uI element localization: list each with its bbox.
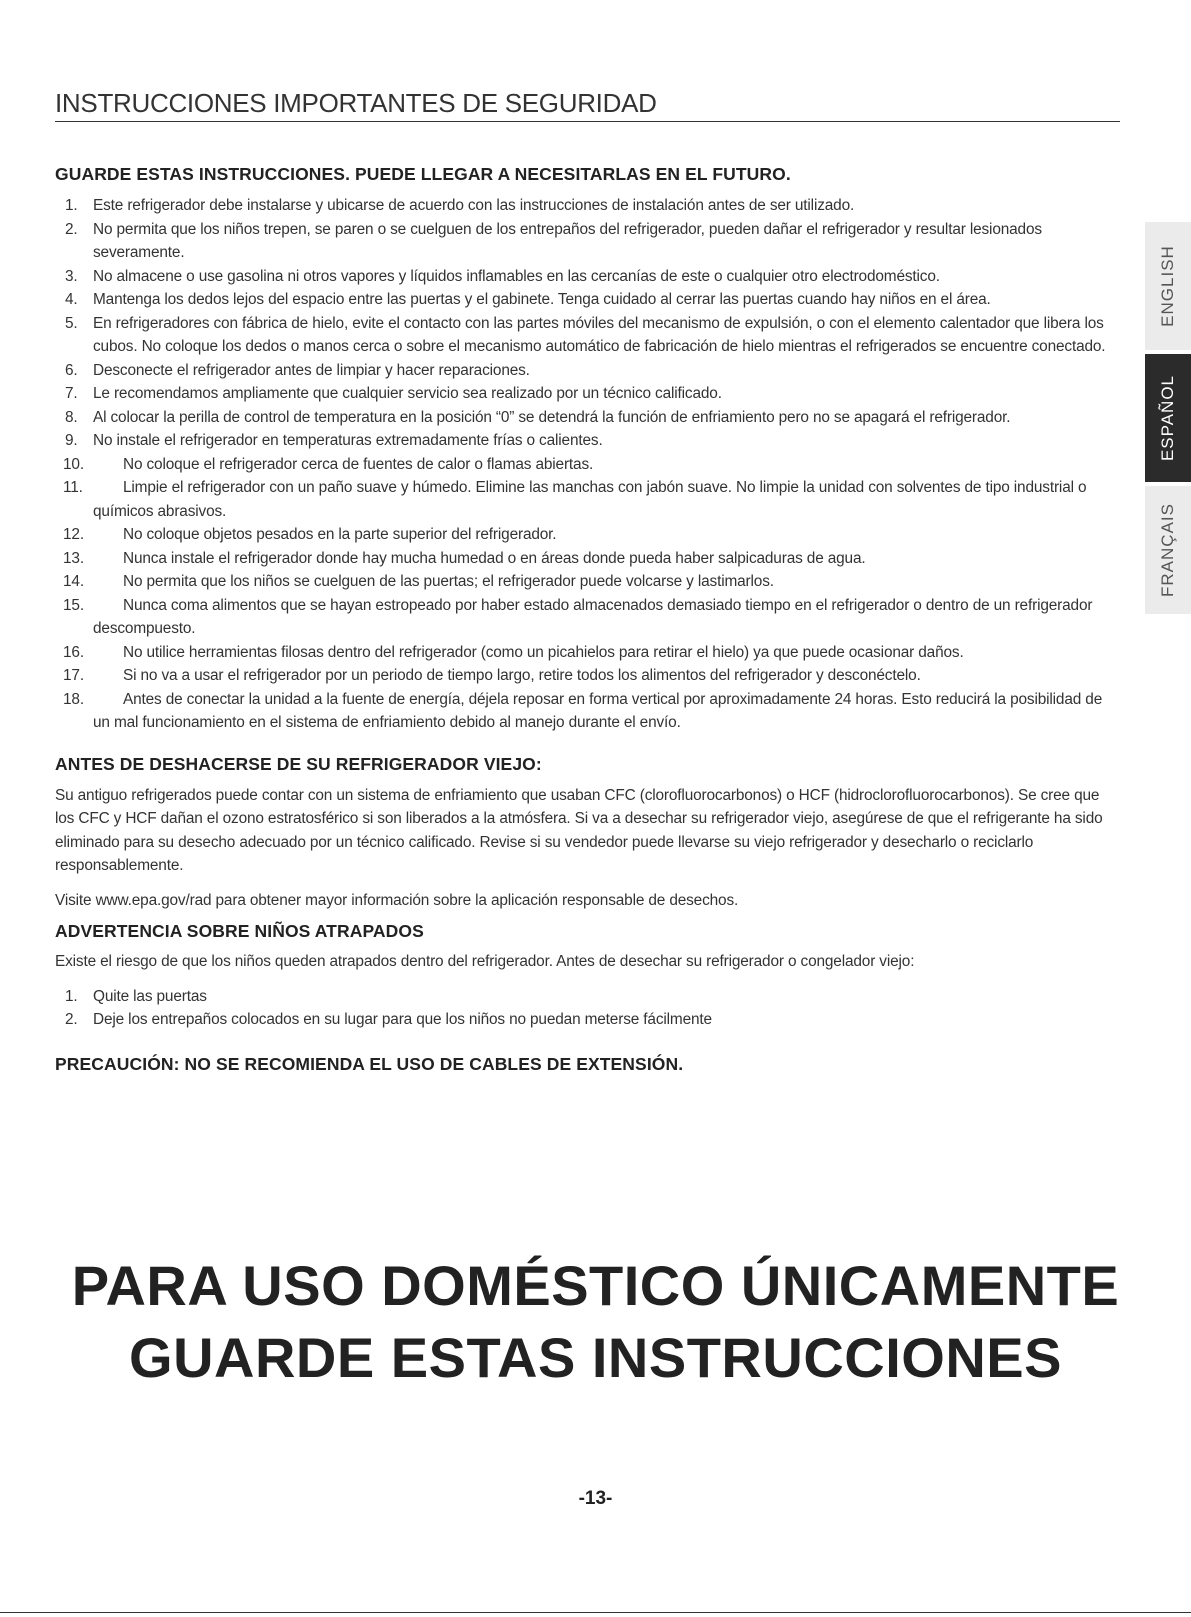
item-text: Quite las puertas: [93, 987, 207, 1005]
item-number: 13.: [63, 549, 84, 567]
list-item: [55, 641, 1120, 665]
item-number: 2.: [65, 1011, 78, 1028]
language-tabs: [1145, 222, 1191, 618]
item-number: 14.: [63, 573, 84, 590]
item-number: 17.: [63, 667, 84, 684]
item-number: 5.: [65, 314, 78, 332]
bottom-divider: [0, 1612, 1191, 1613]
item-text: No coloque objetos pesados en la parte superior del refrigerador.: [123, 526, 557, 543]
item-text: No almacene o use gasolina ni otros vapores y líquidos inflamables en las cercanías de este o cualquier otro electrodoméstico.: [93, 267, 940, 285]
tab-label: ENGLISH: [1158, 245, 1178, 327]
list-item: [55, 429, 1120, 453]
item-text: Si no va a usar el refrigerador por un periodo de tiempo largo, retire todos los alimentos del refrigerador y desconéctelo.: [123, 667, 921, 684]
list-item: [55, 312, 1120, 359]
list-item: [55, 265, 1120, 289]
item-number: 3.: [65, 267, 78, 285]
list-item: [55, 985, 1120, 1009]
safety-instructions-list: [55, 194, 1120, 735]
domestic-use-heading: PARA USO DOMÉSTICO ÚNICAMENTE: [71, 1254, 1120, 1317]
list-item: [55, 288, 1120, 312]
item-number: 4.: [65, 291, 78, 308]
section-heading-save-instructions: GUARDE ESTAS INSTRUCCIONES. PUEDE LLEGAR A NECESITARLAS EN EL FUTURO.: [55, 164, 791, 184]
item-text: Antes de conectar la unidad a la fuente de energía, déjela reposar en forma vertical por aproximadamente 24 horas. Esto reducirá la posibilidad de un mal funcionamiento en el sistema de enfriamiento debido al manejo durante el envío.: [93, 690, 1103, 731]
tab-label: ESPAÑOL: [1158, 374, 1177, 462]
list-item: [55, 359, 1120, 383]
list-item: [55, 688, 1120, 735]
list-item: [55, 1008, 1120, 1032]
item-text: Le recomendamos ampliamente que cualquier servicio sea realizado por un técnico calificado.: [93, 385, 722, 402]
list-item: [55, 476, 1120, 523]
list-item: [55, 406, 1120, 430]
item-number: 1.: [65, 197, 78, 214]
item-text: Este refrigerador debe instalarse y ubicarse de acuerdo con las instrucciones de instalación antes de ser utilizado.: [93, 197, 855, 214]
section-heading-child-entrapment: ADVERTENCIA SOBRE NIÑOS ATRAPADOS: [55, 921, 424, 941]
item-text: En refrigeradores con fábrica de hielo, evite el contacto con las partes móviles del mecanismo de expulsión, o con el elemento calentador que libera los cubos. No coloque los dedos o manos cerca o sobre el mecanismo automático de fabricación de hielo mientras el refrigerados se encuentre conectado.: [93, 314, 1106, 355]
item-number: 7.: [65, 385, 78, 402]
child-entrapment-list: [55, 985, 1120, 1032]
item-number: 8.: [65, 408, 78, 426]
list-item: [55, 453, 1120, 477]
list-item: [55, 594, 1120, 641]
item-number: 2.: [65, 220, 78, 238]
list-item: [55, 523, 1120, 547]
list-item: [55, 194, 1120, 218]
item-text: Desconecte el refrigerador antes de limpiar y hacer reparaciones.: [93, 361, 530, 379]
tab-español[interactable]: [1145, 354, 1191, 482]
item-text: No permita que los niños se cuelguen de las puertas; el refrigerador puede volcarse y lastimarlos.: [123, 573, 774, 590]
item-text: Mantenga los dedos lejos del espacio entre las puertas y el gabinete. Tenga cuidado al cerrar las puertas cuando hay niños en el área.: [93, 291, 991, 308]
item-text: No instale el refrigerador en temperaturas extremadamente frías o calientes.: [93, 432, 603, 449]
item-number: 16.: [63, 643, 84, 661]
tab-english[interactable]: [1145, 222, 1191, 350]
item-number: 1.: [65, 987, 78, 1005]
save-instructions-heading: GUARDE ESTAS INSTRUCCIONES: [129, 1326, 1062, 1389]
tab-français[interactable]: [1145, 486, 1191, 614]
item-text: No coloque el refrigerador cerca de fuentes de calor o flamas abiertas.: [123, 455, 594, 473]
item-text: No permita que los niños trepen, se paren o se cuelguen de los entrepaños del refrigerador, pueden dañar el refrigerador y resultar lesionados severamente.: [93, 220, 1042, 261]
section-heading-caution: PRECAUCIÓN: NO SE RECOMIENDA EL USO DE CABLES DE EXTENSIÓN.: [55, 1053, 684, 1074]
main-content: [55, 164, 1120, 1075]
item-text: Nunca coma alimentos que se hayan estropeado por haber estado almacenados demasiado tiempo en el refrigerador o dentro de un refrigerador descompuesto.: [93, 596, 1093, 637]
item-text: Al colocar la perilla de control de temperatura en la posición “0” se detendrá la función de enfriamiento pero no se apagará el refrigerador.: [93, 408, 1011, 426]
page-header: [55, 88, 1120, 122]
list-item: [55, 570, 1120, 594]
item-number: 18.: [63, 690, 84, 708]
list-item: [55, 664, 1120, 688]
item-number: 10.: [63, 455, 84, 473]
item-number: 12.: [63, 526, 84, 543]
page-title: INSTRUCCIONES IMPORTANTES DE SEGURIDAD: [55, 88, 657, 118]
epa-paragraph: Visite www.epa.gov/rad para obtener mayor información sobre la aplicación responsable de desechos.: [55, 891, 739, 909]
item-text: Deje los entrepaños colocados en su lugar para que los niños no puedan meterse fácilmente: [93, 1011, 712, 1028]
list-item: [55, 218, 1120, 265]
item-text: No utilice herramientas filosas dentro del refrigerador (como un picahielos para retirar el hielo) ya que puede ocasionar daños.: [123, 643, 964, 661]
tab-label: FRANÇAIS: [1158, 503, 1177, 597]
disposal-paragraph: Su antiguo refrigerados puede contar con un sistema de enfriamiento que usaban CFC (clorofluorocarbonos) o HCF (hidroclorofluorocarbonos). Se cree que los CFC y HCF dañan el ozono estratosférico si son liberados a la atmósfera. Si va a desechar su refrigerador viejo, asegúrese de que el refrigerante ha sido eliminado para su desecho adecuado por un técnico calificado. Revise si su vendedor puede llevarse su viejo refrigerador y desecharlo o reciclarlo responsablemente.: [55, 786, 1103, 874]
list-item: [55, 382, 1120, 406]
list-item: [55, 547, 1120, 571]
item-number: 11.: [63, 479, 83, 496]
footer-banner: [0, 1250, 1191, 1394]
item-number: 9.: [65, 432, 78, 449]
child-entrapment-paragraph: Existe el riesgo de que los niños queden atrapados dentro del refrigerador. Antes de desechar su refrigerador o congelador viejo:: [55, 953, 915, 970]
item-text: Limpie el refrigerador con un paño suave y húmedo. Elimine las manchas con jabón suave. No limpie la unidad con solventes de tipo industrial o químicos abrasivos.: [93, 479, 1087, 520]
item-number: 15.: [63, 596, 84, 614]
item-number: 6.: [65, 361, 78, 379]
item-text: Nunca instale el refrigerador donde hay mucha humedad o en áreas donde pueda haber salpicaduras de agua.: [123, 549, 866, 567]
section-heading-disposal: ANTES DE DESHACERSE DE SU REFRIGERADOR VIEJO:: [55, 753, 542, 774]
page-number: -13-: [578, 1488, 613, 1509]
